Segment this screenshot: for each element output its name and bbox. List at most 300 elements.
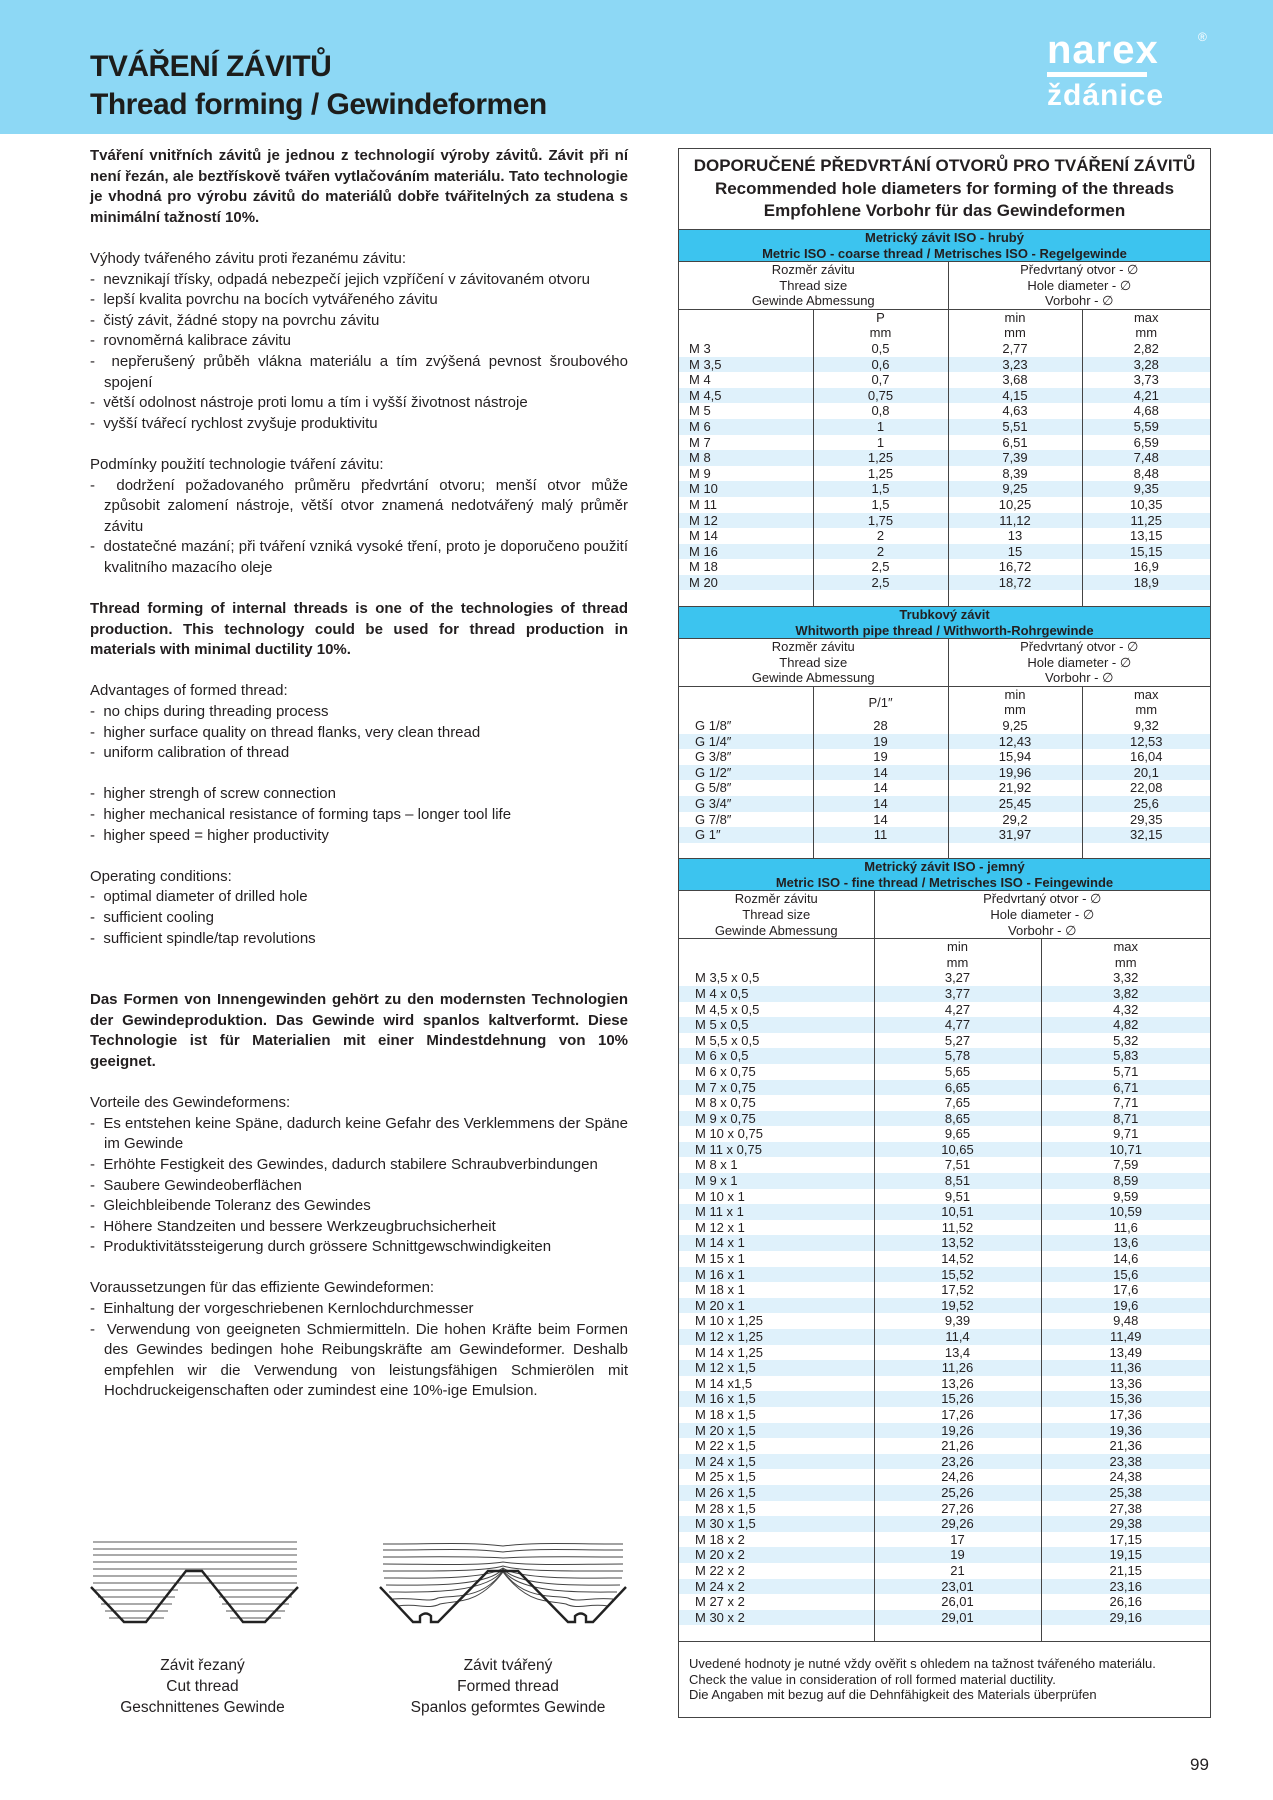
max-cell: 11,6	[1113, 1219, 1138, 1235]
min-cell: 21	[874, 1563, 1041, 1579]
page-number: 99	[1190, 1755, 1209, 1774]
conditions-list-cz	[90, 476, 628, 579]
min-cell: 18,72	[948, 575, 1082, 591]
table-row	[679, 1267, 1210, 1283]
list-item: - sufficient spindle/tap revolutions	[90, 929, 316, 947]
list-item: - Gleichbleibende Toleranz des Gewindes	[90, 1197, 371, 1215]
table-row	[679, 403, 1210, 419]
min-cell: 5,51	[948, 419, 1082, 435]
table-row	[679, 528, 1210, 544]
cut-thread-caption: Závit řezaný Cut thread Geschnittenes Gewinde	[120, 1657, 285, 1716]
pitch-cell: 0,8	[813, 403, 948, 419]
min-cell: 29,01	[874, 1610, 1041, 1626]
min-cell: 27,26	[874, 1501, 1041, 1517]
list-item: - no chips during threading process	[90, 703, 329, 721]
max-cell: 11,36	[1041, 1360, 1210, 1376]
thread-size-cell: M 18	[679, 559, 813, 575]
list-item: - větší odolnost nástroje proti lomu a tím i vyšší životnost nástroje	[90, 394, 528, 412]
thread-size-cell: M 4,5 x 0,5	[679, 1002, 874, 1018]
min-cell: 25,26	[874, 1485, 1041, 1501]
min-cell: 7,51	[874, 1157, 1041, 1173]
max-cell: 13,36	[1109, 1375, 1143, 1391]
conditions-title-de: Voraussetzungen für das effiziente Gewindeformen:	[90, 1279, 435, 1297]
thread-size-cell: M 18 x 2	[679, 1532, 874, 1548]
table-row	[679, 1048, 1210, 1064]
table-row	[679, 1189, 1210, 1205]
min-cell: 29,2	[948, 812, 1082, 828]
coarse-thread-table	[679, 262, 1210, 606]
min-cell: 29,26	[874, 1516, 1041, 1532]
registered-icon: ®	[1198, 30, 1207, 44]
min-cell: 9,51	[874, 1189, 1041, 1205]
max-cell: 8,48	[1133, 465, 1159, 481]
thread-size-cell: M 22 x 2	[679, 1563, 874, 1579]
max-cell: 13,15	[1129, 528, 1163, 544]
list-item: - Produktivitätssteigerung durch grössere Schnittgewschwindigkeiten	[90, 1238, 552, 1256]
min-cell: 9,65	[874, 1126, 1041, 1142]
max-cell: 25,38	[1041, 1485, 1210, 1501]
hole-diameter-table	[678, 148, 1211, 1718]
list-item: - higher speed = higher productivity	[90, 826, 329, 844]
table-row	[679, 1391, 1210, 1407]
thread-size-cell: M 22 x 1,5	[679, 1438, 874, 1454]
min-cell: 15,94	[948, 749, 1082, 765]
thread-size-cell: M 10 x 1	[679, 1189, 874, 1205]
max-cell: 4,21	[1082, 388, 1210, 404]
thread-size-cell: M 10 x 0,75	[679, 1126, 874, 1142]
min-header: min mm	[948, 309, 1082, 341]
advantages-title-en: Advantages of formed thread:	[90, 682, 288, 700]
pitch-cell: 0,7	[813, 372, 948, 388]
min-header: min mm	[874, 939, 1041, 971]
thread-size-cell: M 9	[679, 466, 813, 482]
table-row	[679, 497, 1210, 513]
thread-size-cell: M 14 x1,5	[679, 1376, 874, 1392]
fine-thread-table	[679, 891, 1210, 1641]
table-row	[679, 1501, 1210, 1517]
pitch-cell: 14	[813, 812, 948, 828]
max-cell: 22,08	[1129, 780, 1163, 796]
min-cell: 8,39	[948, 466, 1082, 482]
table-row	[679, 1111, 1210, 1127]
list-item: - Verwendung von geeigneten Schmiermitteln. Die hohen Kräfte beim Formen des Gewindes bedingen hohe Reibungskräfte am Gewindeformer. Deshalb empfehlen wir die Verwendung von leistungsfähigen Schmierölen mit Hochdruckeigenschaften oder zumindest eine 10%-ige Emulsion.	[90, 1320, 628, 1400]
pitch-cell: 2	[813, 528, 948, 544]
min-cell: 8,65	[874, 1111, 1041, 1127]
list-item: - vyšší tvářecí rychlost zvyšuje produktivitu	[90, 414, 378, 432]
thread-size-cell: M 3	[679, 341, 813, 357]
min-cell: 17	[874, 1532, 1041, 1548]
max-cell: 5,32	[1113, 1032, 1139, 1048]
section-header-coarse: Metrický závit ISO - hrubý Metric ISO - coarse thread / Metrisches ISO - Regelgewinde	[679, 229, 1210, 262]
table-row	[679, 986, 1210, 1002]
thread-size-cell: M 28 x 1,5	[679, 1501, 874, 1517]
thread-size-cell: M 16 x 1	[679, 1267, 874, 1283]
max-cell: 4,82	[1041, 1017, 1210, 1033]
min-cell: 11,26	[874, 1360, 1041, 1376]
max-cell: 11,49	[1041, 1329, 1210, 1345]
table-row	[679, 970, 1210, 986]
min-cell: 6,65	[874, 1080, 1041, 1096]
thread-size-cell: M 25 x 1,5	[679, 1469, 874, 1485]
table-row	[679, 780, 1210, 796]
min-cell: 13,26	[874, 1376, 1041, 1392]
min-cell: 17,52	[874, 1282, 1041, 1298]
min-cell: 11,52	[874, 1220, 1041, 1236]
table-row	[679, 1610, 1210, 1626]
min-cell: 3,68	[948, 372, 1082, 388]
list-item: - nepřerušený průběh vlákna materiálu a tím zvýšená pevnost šroubového spojení	[90, 352, 628, 391]
min-cell: 4,27	[874, 1002, 1041, 1018]
thread-size-cell: M 15 x 1	[679, 1251, 874, 1267]
pitch-cell: 19	[813, 734, 948, 750]
min-cell: 11,12	[948, 513, 1082, 529]
min-cell: 5,78	[874, 1048, 1041, 1064]
max-cell: 15,36	[1041, 1391, 1210, 1407]
min-cell: 21,26	[874, 1438, 1041, 1454]
thread-size-cell: M 27 x 2	[679, 1594, 874, 1610]
table-row	[679, 1579, 1210, 1595]
list-item: - sufficient cooling	[90, 908, 214, 926]
thread-size-cell: M 5 x 0,5	[679, 1017, 874, 1033]
pitch-cell: 0,6	[813, 357, 948, 373]
pitch-cell: 14	[813, 796, 948, 812]
min-header: min mm	[948, 686, 1082, 718]
header-band	[0, 0, 1273, 134]
table-row	[679, 1469, 1210, 1485]
thread-size-cell: G 1/2″	[679, 765, 813, 781]
conditions-list-en	[90, 887, 628, 949]
thread-size-cell: M 6 x 0,75	[679, 1064, 874, 1080]
max-cell: 10,71	[1041, 1142, 1210, 1158]
table-row	[679, 481, 1210, 497]
max-cell: 29,35	[1129, 811, 1163, 827]
conditions-title-en: Operating conditions:	[90, 867, 232, 885]
table-row	[679, 734, 1210, 750]
max-cell: 24,38	[1109, 1469, 1143, 1485]
intro-en: Thread forming of internal threads is one of the technologies of thread production. This technology could be used for thread production in materials with minimal ductility 10%.	[90, 600, 628, 659]
conditions-title-cz: Podmínky použití technologie tváření závitu:	[90, 455, 384, 473]
list-item: - higher strengh of screw connection	[90, 785, 336, 803]
thread-size-cell: M 24 x 2	[679, 1579, 874, 1595]
list-item: - dodržení požadovaného průměru předvrtání otvoru; menší otvor může způsobit zalomení nástroje, větší otvor znamená nedotvářený malý průměr závitu	[90, 476, 628, 535]
min-cell: 10,65	[874, 1142, 1041, 1158]
max-cell: 21,36	[1109, 1438, 1143, 1454]
table-row	[679, 1282, 1210, 1298]
min-cell: 4,63	[948, 403, 1082, 419]
thread-size-cell: M 10	[679, 481, 813, 497]
thread-size-cell: M 9 x 0,75	[679, 1111, 874, 1127]
formed-thread-diagram	[378, 1540, 628, 1625]
max-cell: 9,59	[1113, 1188, 1139, 1204]
cut-thread-diagram	[90, 1540, 300, 1625]
table-row	[679, 1423, 1210, 1439]
thread-size-cell: M 4 x 0,5	[679, 986, 874, 1002]
intro-de: Das Formen von Innengewinden gehört zu den modernsten Technologien der Gewindeproduktion. Das Gewinde wird spanlos kaltverformt. Diese Technologie ist für Materialien mit einer Mindestdehnung von 10% geeignet.	[90, 991, 628, 1070]
thread-size-cell: M 20 x 1,5	[679, 1423, 874, 1439]
table-row	[679, 1376, 1210, 1392]
table-row	[679, 1485, 1210, 1501]
list-item: - Es entstehen keine Späne, dadurch keine Gefahr des Verklemmens der Späne im Gewinde	[90, 1114, 628, 1153]
table-row	[679, 749, 1210, 765]
thread-size-cell: M 11 x 0,75	[679, 1142, 874, 1158]
pitch-cell: 19	[813, 749, 948, 765]
min-cell: 16,72	[948, 559, 1082, 575]
table-row	[679, 1329, 1210, 1345]
min-cell: 10,51	[874, 1204, 1041, 1220]
table-row	[679, 1516, 1210, 1532]
thread-size-cell: M 5,5 x 0,5	[679, 1033, 874, 1049]
thread-size-cell: M 8	[679, 450, 813, 466]
list-item: - optimal diameter of drilled hole	[90, 888, 308, 906]
hole-diameter-header: Předvrtaný otvor - ∅ Hole diameter - ∅ Vorbohr - ∅	[1020, 262, 1139, 309]
max-cell: 27,38	[1109, 1500, 1143, 1516]
table-row	[679, 1547, 1210, 1563]
max-cell: 9,32	[1133, 718, 1159, 734]
max-cell: 15,15	[1082, 544, 1210, 560]
thread-size-cell: M 10 x 1,25	[679, 1313, 874, 1329]
min-cell: 19	[874, 1547, 1041, 1563]
table-row	[679, 419, 1210, 435]
max-cell: 23,16	[1041, 1579, 1210, 1595]
pitch-header: P mm	[813, 309, 948, 341]
pitch-cell: 14	[813, 765, 948, 781]
max-header: max mm	[1041, 939, 1210, 971]
thread-size-cell: M 14 x 1	[679, 1235, 874, 1251]
max-cell: 17,6	[1113, 1282, 1139, 1298]
pitch-cell: 1,5	[813, 497, 948, 513]
thread-size-cell: G 1/4″	[679, 734, 813, 750]
advantages-title-de: Vorteile des Gewindeformens:	[90, 1094, 291, 1112]
max-cell: 16,9	[1133, 559, 1159, 575]
advantages-list-en-a	[90, 702, 628, 764]
table-footnote: Uvedené hodnoty je nutné vždy ověřit s ohledem na tažnost tvářeného materiálu. Check the value in consideration of roll formed material ductility. Die Angaben mit bezug auf die Dehnfähigkeit des Materials überprüfen	[679, 1641, 1210, 1731]
table-row	[679, 388, 1210, 404]
thread-size-cell: M 11	[679, 497, 813, 513]
intro-cz: Tváření vnitřních závitů je jednou z technologií výroby závitů. Závit při ní není řezán, ale beztřískově tvářen vytlačováním materiálu. Tato technologie je vhodná pro výrobu závitů do materiálů dobře tvářitelných za studena s minimální tažností 10%.	[90, 147, 628, 226]
pitch-cell: 0,5	[813, 341, 948, 357]
thread-size-cell: M 14	[679, 528, 813, 544]
table-row	[679, 1142, 1210, 1158]
min-cell: 19,96	[948, 765, 1082, 781]
max-cell: 8,71	[1041, 1111, 1210, 1127]
pitch-cell: 0,75	[813, 388, 948, 404]
min-cell: 3,77	[874, 986, 1041, 1002]
table-row	[679, 1298, 1210, 1314]
table-row	[679, 1360, 1210, 1376]
min-cell: 3,27	[874, 970, 1041, 986]
min-cell: 21,92	[948, 780, 1082, 796]
table-row	[679, 796, 1210, 812]
min-cell: 7,65	[874, 1095, 1041, 1111]
table-row	[679, 1002, 1210, 1018]
thread-size-cell: M 6 x 0,5	[679, 1048, 874, 1064]
thread-size-cell: M 20	[679, 575, 813, 591]
max-cell: 3,32	[1113, 970, 1139, 986]
table-row	[679, 466, 1210, 482]
max-cell: 4,32	[1113, 1001, 1139, 1017]
max-cell: 12,53	[1082, 734, 1210, 750]
min-cell: 5,27	[874, 1033, 1041, 1049]
max-cell: 13,6	[1041, 1235, 1210, 1251]
min-cell: 23,26	[874, 1454, 1041, 1470]
min-cell: 31,97	[948, 827, 1082, 843]
thread-size-cell: M 4,5	[679, 388, 813, 404]
thread-size-cell: M 20 x 2	[679, 1547, 874, 1563]
max-cell: 2,82	[1133, 340, 1159, 356]
page-title-cz: TVÁŘENÍ ZÁVITŮ	[90, 50, 332, 83]
table-row	[679, 372, 1210, 388]
max-cell: 19,6	[1041, 1298, 1210, 1314]
table-row	[679, 1126, 1210, 1142]
table-row	[679, 1345, 1210, 1361]
thread-size-cell: M 12 x 1	[679, 1220, 874, 1236]
max-cell: 9,48	[1113, 1313, 1139, 1329]
table-title: DOPORUČENÉ PŘEDVRTÁNÍ OTVORŮ PRO TVÁŘENÍ ZÁVITŮ Recommended hole diameters for forming of the threads Empfohlene Vorbohr für das Gewindeformen	[693, 156, 1196, 220]
min-cell: 26,01	[874, 1594, 1041, 1610]
advantages-list-de	[90, 1114, 628, 1258]
list-item: - higher mechanical resistance of forming taps – longer tool life	[90, 806, 512, 823]
section-header-pipe: Trubkový závit Whitworth pipe thread / Withworth-Rohrgewinde	[679, 606, 1210, 639]
table-row	[679, 575, 1210, 591]
pitch-cell: 1,75	[813, 513, 948, 529]
max-cell: 7,48	[1082, 450, 1210, 466]
pitch-cell: 1,5	[813, 481, 948, 497]
pitch-cell: 2	[813, 544, 948, 560]
table-row	[679, 1033, 1210, 1049]
max-cell: 13,49	[1109, 1344, 1143, 1360]
thread-size-cell: M 12 x 1,25	[679, 1329, 874, 1345]
thread-size-header: Rozměr závitu Thread size Gewinde Abmessung	[679, 891, 874, 938]
max-cell: 3,82	[1041, 986, 1210, 1002]
min-cell: 15,52	[874, 1267, 1041, 1283]
max-cell: 11,25	[1082, 513, 1210, 529]
thread-size-cell: M 16 x 1,5	[679, 1391, 874, 1407]
table-row	[679, 1313, 1210, 1329]
thread-size-cell: M 3,5	[679, 357, 813, 373]
thread-size-cell: M 24 x 1,5	[679, 1454, 874, 1470]
table-row	[679, 812, 1210, 828]
min-cell: 10,25	[948, 497, 1082, 513]
thread-size-cell: G 1″	[679, 827, 813, 843]
advantages-list-cz	[90, 270, 628, 435]
table-row	[679, 827, 1210, 843]
advantages-list-en-b	[90, 784, 628, 846]
narex-logo	[1043, 28, 1207, 115]
max-cell: 5,71	[1113, 1063, 1139, 1079]
min-cell: 15,26	[874, 1391, 1041, 1407]
pipe-thread-table	[679, 639, 1210, 858]
min-cell: 19,52	[874, 1298, 1041, 1314]
section-header-fine: Metrický závit ISO - jemný Metric ISO - fine thread / Metrisches ISO - Feingewinde	[679, 858, 1210, 891]
table-row	[679, 1594, 1210, 1610]
max-cell: 9,35	[1082, 481, 1210, 497]
thread-size-cell: M 4	[679, 372, 813, 388]
pitch-cell: 28	[813, 718, 948, 734]
thread-size-cell: M 30 x 2	[679, 1610, 874, 1626]
min-cell: 9,25	[948, 718, 1082, 734]
max-cell: 19,36	[1041, 1423, 1210, 1439]
thread-size-cell: M 11 x 1	[679, 1204, 874, 1220]
min-cell: 17,26	[874, 1407, 1041, 1423]
min-cell: 24,26	[874, 1469, 1041, 1485]
min-cell: 23,01	[874, 1579, 1041, 1595]
max-cell: 17,15	[1109, 1531, 1143, 1547]
max-cell: 5,83	[1041, 1048, 1210, 1064]
table-row	[679, 1064, 1210, 1080]
min-cell: 4,77	[874, 1017, 1041, 1033]
max-cell: 16,04	[1129, 749, 1163, 765]
thread-size-cell: M 18 x 1	[679, 1282, 874, 1298]
thread-size-cell: G 1/8″	[679, 718, 813, 734]
min-cell: 2,77	[948, 341, 1082, 357]
max-cell: 14,6	[1113, 1251, 1139, 1267]
table-row	[679, 1235, 1210, 1251]
min-cell: 14,52	[874, 1251, 1041, 1267]
pitch-cell: 1	[813, 419, 948, 435]
list-item: - uniform calibration of thread	[90, 744, 290, 762]
thread-size-cell: M 12 x 1,5	[679, 1360, 874, 1376]
table-row	[679, 1563, 1210, 1579]
max-cell: 7,71	[1113, 1095, 1139, 1111]
table-row	[679, 357, 1210, 373]
max-cell: 29,16	[1041, 1610, 1210, 1626]
thread-size-cell: M 8 x 1	[679, 1157, 874, 1173]
table-row	[679, 1532, 1210, 1548]
max-cell: 10,59	[1041, 1204, 1210, 1220]
min-cell: 7,39	[948, 450, 1082, 466]
min-cell: 9,25	[948, 481, 1082, 497]
max-cell: 25,6	[1082, 796, 1210, 812]
logo-underline	[1047, 72, 1147, 77]
max-cell: 3,73	[1133, 372, 1159, 388]
page-title-en-de: Thread forming / Gewindeformen	[90, 88, 547, 121]
min-cell: 19,26	[874, 1423, 1041, 1439]
max-cell: 19,15	[1041, 1547, 1210, 1563]
table-row	[679, 718, 1210, 734]
table-row	[679, 544, 1210, 560]
logo-text-narex: narex	[1047, 28, 1159, 72]
table-row	[679, 1173, 1210, 1189]
list-item: - Erhöhte Festigkeit des Gewindes, dadurch stabilere Schraubverbindungen	[90, 1155, 598, 1173]
max-cell: 29,38	[1041, 1516, 1210, 1532]
max-cell: 17,36	[1109, 1406, 1143, 1422]
list-item: - Einhaltung der vorgeschriebenen Kernlochdurchmesser	[90, 1300, 474, 1318]
min-cell: 6,51	[948, 435, 1082, 451]
min-cell: 4,15	[948, 388, 1082, 404]
table-row	[679, 1204, 1210, 1220]
max-cell: 6,59	[1133, 434, 1159, 450]
min-cell: 15	[948, 544, 1082, 560]
description-column	[90, 146, 628, 1402]
max-cell: 9,71	[1113, 1126, 1139, 1142]
max-cell: 6,71	[1041, 1080, 1210, 1096]
pitch-cell: 1,25	[813, 466, 948, 482]
max-cell: 4,68	[1133, 403, 1159, 419]
min-cell: 3,23	[948, 357, 1082, 373]
min-cell: 9,39	[874, 1313, 1041, 1329]
thread-size-cell: G 5/8″	[679, 780, 813, 796]
pitch-cell: 1	[813, 435, 948, 451]
max-cell: 32,15	[1082, 827, 1210, 843]
thread-size-cell: M 16	[679, 544, 813, 560]
logo-text-zdanice: ždánice	[1047, 79, 1165, 112]
list-item: - rovnoměrná kalibrace závitu	[90, 332, 291, 350]
max-header: max mm	[1082, 686, 1210, 718]
max-header: max mm	[1082, 309, 1210, 341]
table-row	[679, 1251, 1210, 1267]
min-cell: 11,4	[874, 1329, 1041, 1345]
formed-thread-caption: Závit tvářený Formed thread Spanlos geformtes Gewinde	[410, 1657, 606, 1716]
